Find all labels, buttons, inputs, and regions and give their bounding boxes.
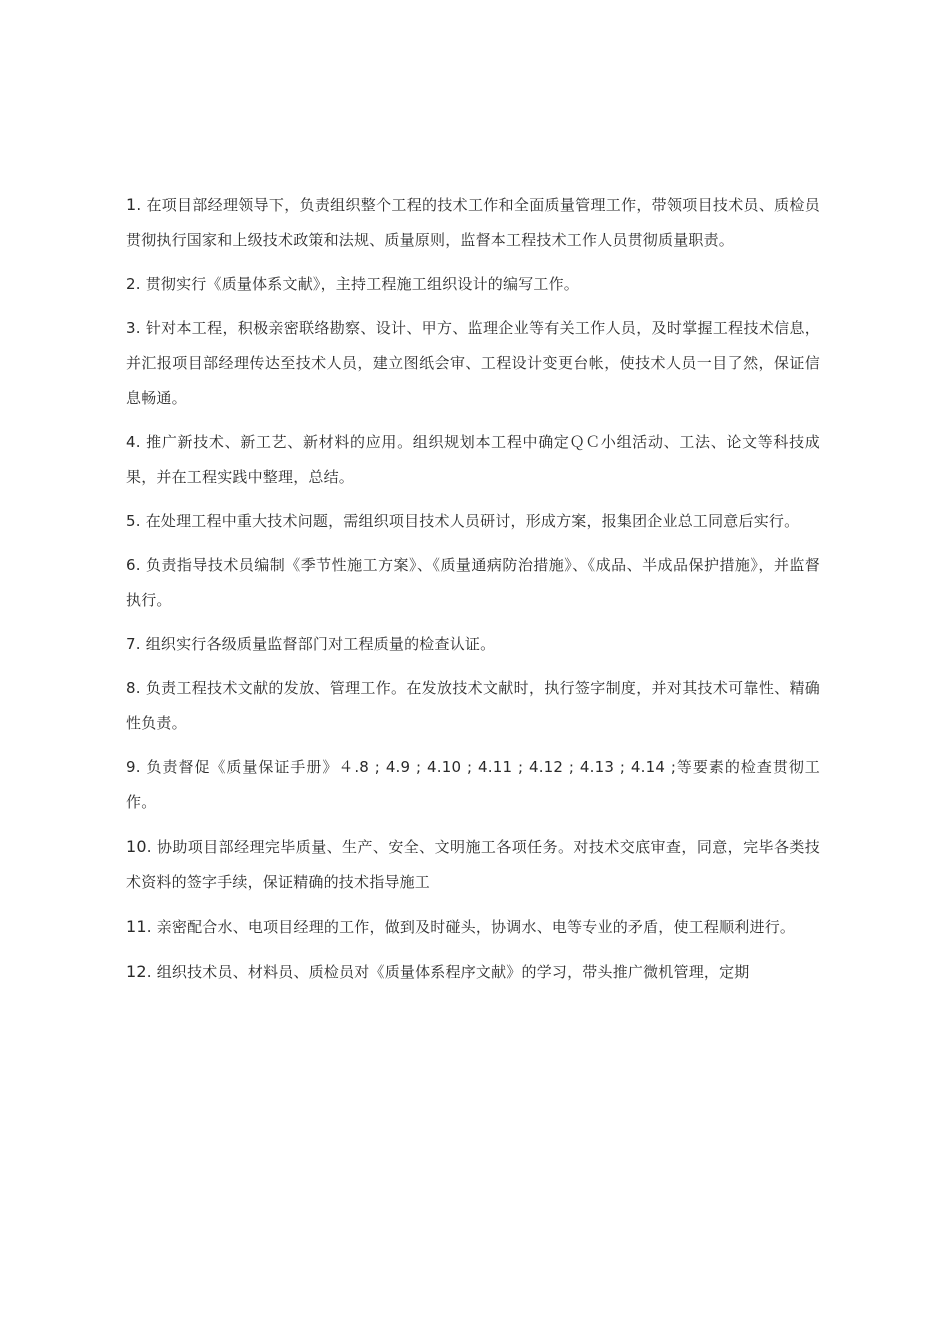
item-separator: .: [135, 635, 146, 653]
item-separator: .: [135, 556, 146, 574]
item-separator: .: [146, 963, 157, 981]
list-item: [126, 425, 820, 495]
item-number: 12: [126, 962, 147, 981]
document-body: [126, 187, 820, 999]
item-number: 10: [126, 837, 147, 856]
item-text: 在项目部经理领导下，负责组织整个工程的技术工作和全面质量管理工作，带领项目技术员、质检员贯彻执行国家和上级技术政策和法规、质量原则，监督本工程技术工作人员贯彻质量职责。: [126, 196, 820, 249]
list-item: [126, 267, 820, 302]
item-text: 负责指导技术员编制《季节性施工方案》、《质量通病防治措施》、《成品、半成品保护措施》，并监督执行。: [126, 556, 820, 609]
item-text: 组织技术员、材料员、质检员对《质量体系程序文献》的学习，带头推广微机管理，定期: [156, 963, 750, 981]
item-text: 亲密配合水、电项目经理的工作，做到及时碰头，协调水、电等专业的矛盾，使工程顺利进行。: [156, 918, 796, 936]
item-number: 9: [126, 758, 136, 776]
list-item: [126, 311, 820, 416]
item-number: 11: [126, 917, 147, 936]
item-number: 5: [126, 512, 136, 530]
item-separator: .: [146, 918, 157, 936]
list-item: [126, 627, 820, 662]
list-item: [126, 750, 820, 820]
item-separator: .: [135, 512, 146, 530]
list-item: [126, 671, 820, 741]
item-number: 2: [126, 275, 136, 293]
item-separator: .: [135, 433, 147, 451]
list-item: [126, 504, 820, 539]
item-number: 6: [126, 556, 136, 574]
item-text: 针对本工程，积极亲密联络勘察、设计、甲方、监理企业等有关工作人员，及时掌握工程技术信息，并汇报项目部经理传达至技术人员，建立图纸会审、工程设计变更台帐，使技术人员一目了然，保证信息畅通。: [126, 319, 820, 407]
item-text: 在处理工程中重大技术问题，需组织项目技术人员研讨，形成方案，报集团企业总工同意后实行。: [145, 512, 800, 530]
item-text: 组织实行各级质量监督部门对工程质量的检查认证。: [145, 635, 496, 653]
list-item: [126, 954, 820, 990]
item-text: 推广新技术、新工艺、新材料的应用。组织规划本工程中确定ＱＣ小组活动、工法、论文等科技成果，并在工程实践中整理，总结。: [126, 433, 820, 486]
list-item: [126, 829, 820, 900]
item-separator: .: [146, 838, 157, 856]
item-text: 负责工程技术文献的发放、管理工作。在发放技术文献时，执行签字制度，并对其技术可靠性、精确性负责。: [126, 679, 820, 732]
list-item: [126, 909, 820, 945]
item-separator: .: [135, 275, 146, 293]
list-item: [126, 548, 820, 618]
item-number: 8: [126, 679, 136, 697]
item-separator: .: [135, 319, 146, 337]
item-number: 4: [126, 433, 136, 451]
item-number: 1: [126, 195, 137, 214]
item-number: 7: [126, 635, 136, 653]
item-text: 协助项目部经理完毕质量、生产、安全、文明施工各项任务。对技术交底审查，同意，完毕各类技术资料的签字手续，保证精确的技术指导施工: [126, 838, 821, 891]
item-text: 贯彻实行《质量体系文献》，主持工程施工组织设计的编写工作。: [145, 275, 579, 293]
item-text: 负责督促《质量保证手册》４.8 ; 4.9 ; 4.10 ; 4.11 ; 4.12 ; 4.13 ; 4.14 ;等要素的检查贯彻工作。: [126, 758, 821, 811]
item-separator: .: [135, 758, 147, 776]
item-separator: .: [135, 679, 146, 697]
item-number: 3: [126, 319, 136, 337]
list-item: [126, 187, 820, 258]
item-separator: .: [136, 196, 147, 214]
